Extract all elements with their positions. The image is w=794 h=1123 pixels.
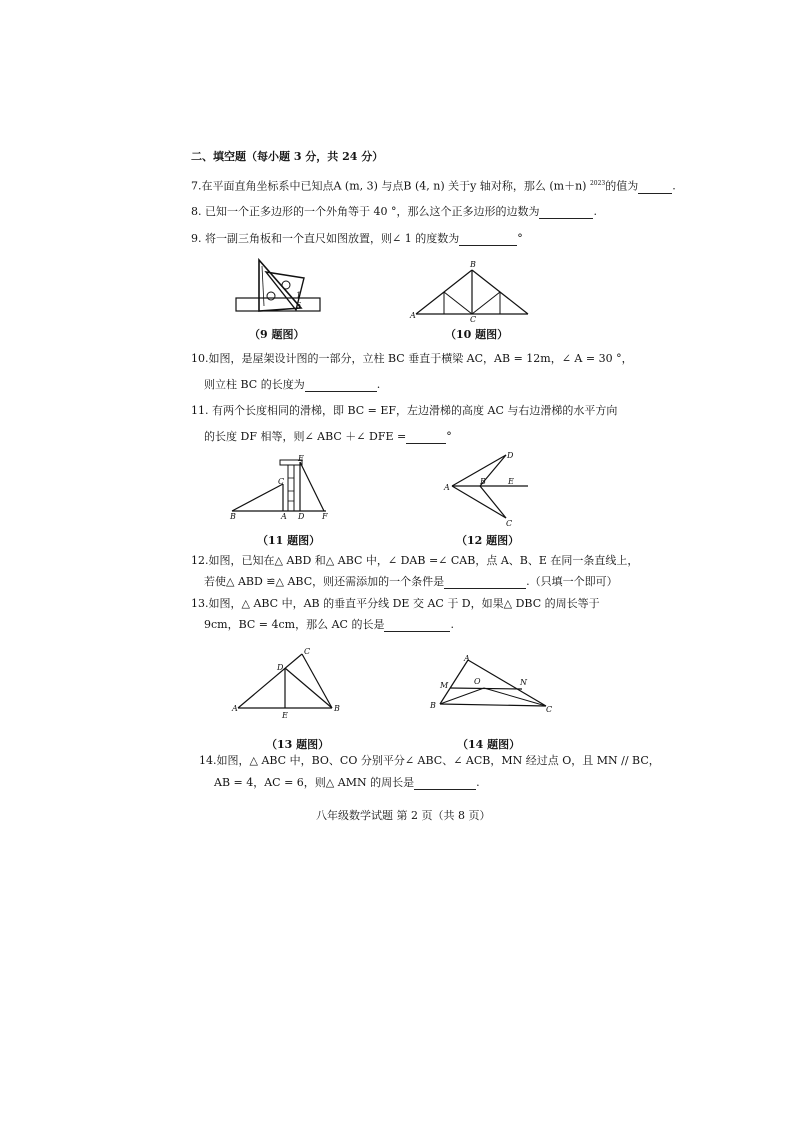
point-label-B: B [430,701,436,710]
answer-blank-8[interactable] [539,206,593,219]
answer-blank-14[interactable] [414,777,476,790]
point-label-A: A [281,512,287,521]
point-label-F: F [322,512,328,521]
figure-10 [410,260,532,324]
inner-line [262,266,264,306]
bisector-CO [484,688,546,706]
point-label-M: M [440,681,449,690]
segment-CB [302,654,332,708]
point-label-D: D [507,451,514,460]
point-label-B: B [470,260,476,269]
question-13-line2 [204,618,454,632]
question-8-text: 8. 已知一个正多边形的一个外角等于 40 °，那么这个正多边形的边数为 [191,205,540,218]
question-10-line2 [204,378,380,392]
point-label-D: D [277,663,284,672]
point-label-E: E [298,454,304,463]
question-12-tail: .（只填一个即可） [526,575,618,588]
slide-EF [300,462,324,511]
question-12-text-2: 若使△ ABD ≌△ ABC，则还需添加的一个条件是 [204,575,445,588]
question-9-tail: ° [517,232,523,245]
answer-blank-10[interactable] [305,379,377,392]
question-8-tail: . [593,205,597,218]
caption-fig14: （14 题图） [457,738,521,751]
point-label-C-top: C [304,647,311,656]
answer-blank-13[interactable] [384,619,450,632]
point-label-A: A [232,704,238,713]
page-footer: 八年级数学试题 第 2 页（共 8 页） [316,809,491,822]
triangle-hole-1 [282,281,290,289]
brace-left [444,292,472,314]
segment-BC [480,486,506,518]
question-13 [191,597,600,611]
caption-fig11: （11 题图） [257,534,321,547]
question-8 [191,205,597,219]
question-10-text: 10.如图，是屋架设计图的一部分，立柱 BC 垂直于横梁 AC，AB = 12m，∠ A = 30 °， [191,352,633,365]
segment-DB [285,668,332,708]
question-10-tail: . [376,378,381,391]
caption-fig10: （10 题图） [445,328,509,341]
question-13-tail: . [450,618,454,631]
question-13-text: 13.如图，△ ABC 中，AB 的垂直平分线 DE 交 AC 于 D，如果△ DBC 的周长等于 [191,597,600,610]
point-label-E: E [508,477,514,486]
question-7-text: 7.在平面直角坐标系中已知点A (m, 3) 与点B (4, n) 关于y 轴对称，那么 (m＋n) [191,179,590,193]
figure-14 [428,652,552,714]
question-10-text-2: 则立柱 BC 的长度为 [204,378,305,391]
question-9 [191,232,523,246]
point-label-B: B [230,512,236,521]
question-11-line2 [204,430,452,444]
point-label-N: N [520,678,527,687]
answer-blank-9[interactable] [459,233,517,246]
figure-13 [232,648,342,720]
figure-12 [440,450,540,526]
question-7-exponent: 2023 [589,180,606,187]
question-11-text: 11. 有两个长度相同的滑梯，即 BC = EF，左边滑梯的高度 AC 与右边滑梯的水平方向 [191,404,618,417]
point-label-A: A [444,483,450,492]
point-label-C: C [470,315,477,324]
question-7-text-after: 的值为 [605,179,639,193]
slide-BC [232,484,283,511]
question-12-text: 12.如图，已知在△ ABD 和△ ABC 中，∠ DAB =∠ CAB，点 A、B、E 在同一条直线上， [191,554,639,567]
question-14-line2 [214,776,480,790]
segment-AD [452,455,506,486]
answer-blank-7[interactable] [638,181,672,194]
point-label-C: C [506,519,513,528]
point-label-O: O [474,677,481,686]
point-label-A: A [410,311,416,320]
triangle-hole-2 [267,292,275,300]
segment-AC [238,654,302,708]
question-9-text: 9. 将一副三角板和一个直尺如图放置，则∠ 1 的度数为 [191,232,460,245]
angle-label-6: 6 [296,301,302,310]
point-label-C: C [546,705,553,714]
question-14-text: 14.如图，△ ABC 中，BO、CO 分别平分∠ ABC、∠ ACB，MN 经过点 O，且 MN // BC， [199,754,660,767]
question-12-line2 [204,575,618,589]
bisector-BO [440,688,484,704]
question-14 [199,754,660,768]
caption-fig12: （12 题图） [456,534,520,547]
figure-11 [228,456,330,520]
question-7 [191,177,676,194]
question-11 [191,404,617,418]
figure-9 [234,258,324,318]
question-14-tail: . [476,776,480,789]
caption-fig13: （13 题图） [266,738,330,751]
question-13-text-2: 9cm，BC = 4cm，那么 AC 的长是 [204,618,385,631]
question-12 [191,554,638,568]
question-14-text-2: AB = 4，AC = 6，则△ AMN 的周长是 [214,776,415,789]
brace-right [472,292,500,314]
segment-BC [440,704,546,706]
point-label-A: A [464,654,470,663]
segment-AC [452,486,506,518]
set-square-1 [259,260,301,311]
question-7-tail: . [672,179,676,193]
answer-blank-12[interactable] [444,576,526,589]
question-11-text-2: 的长度 DF 相等，则∠ ABC ＋∠ DFE = [204,430,407,443]
answer-blank-11[interactable] [406,431,446,444]
question-11-tail: ° [446,430,452,443]
point-label-D: D [298,512,305,521]
section-title: 二、填空题（每小题 3 分，共 24 分） [191,150,384,163]
point-label-B: B [480,477,486,486]
point-label-E: E [282,711,288,720]
point-label-B: B [334,704,340,713]
point-label-C: C [278,477,285,486]
caption-fig9: （9 题图） [249,328,305,341]
angle-label-1: 1 [296,291,302,300]
question-10 [191,352,633,366]
